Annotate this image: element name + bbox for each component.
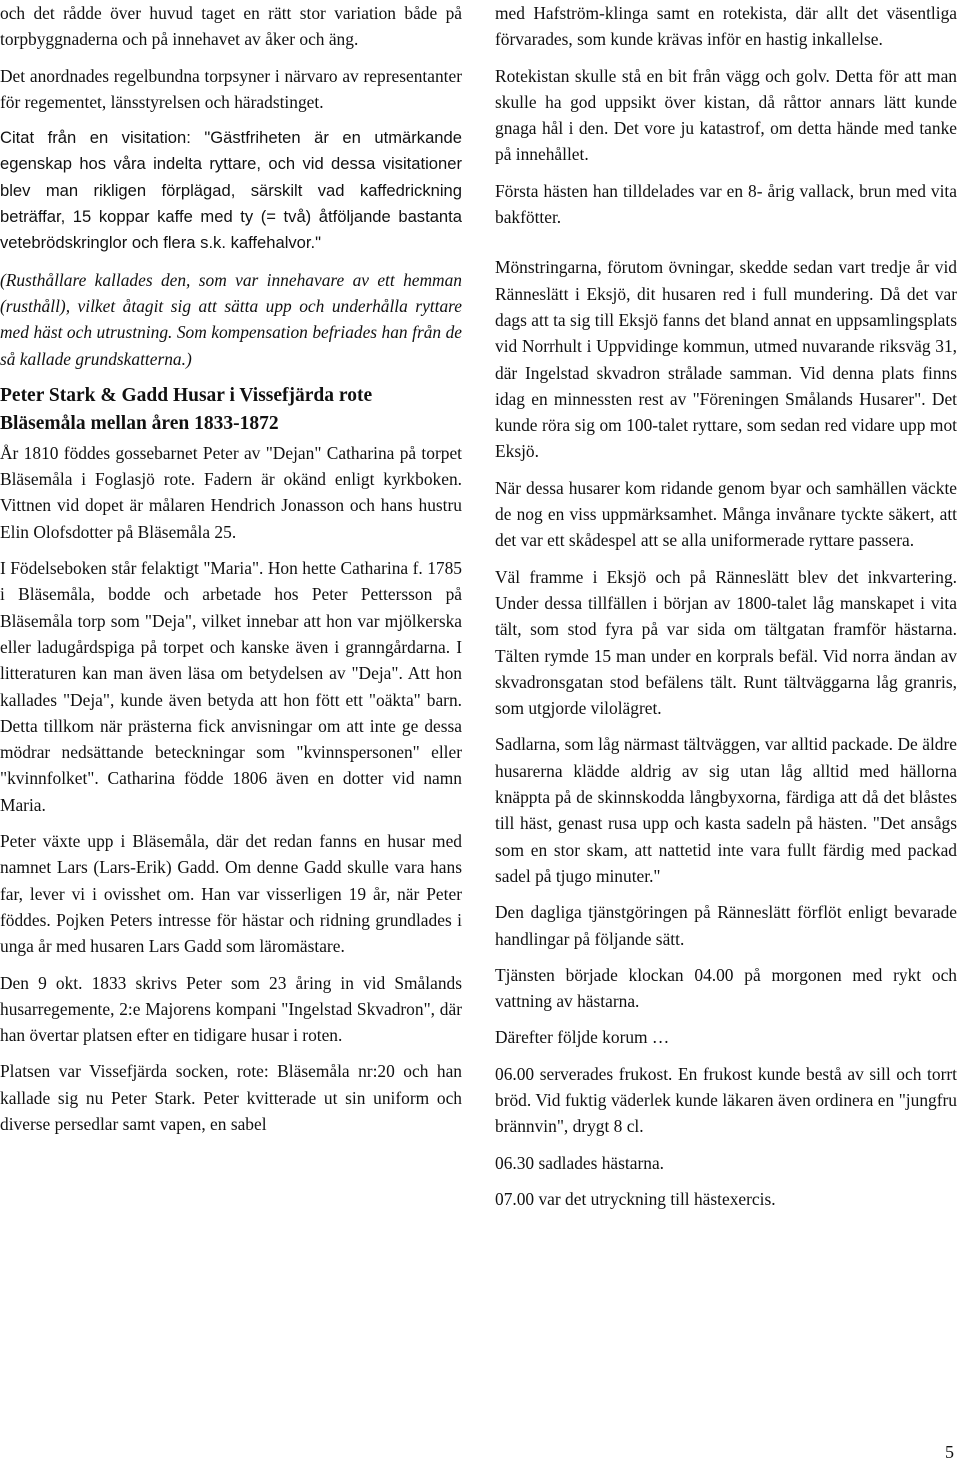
paragraph: 06.30 sadlades hästarna. [495,1152,665,1173]
page-number: 5 [945,1442,954,1462]
paragraph: Sadlarna, som låg närmast tältväggen, var alltid packade. De äldre husarerna klädde aldrig av sig utan låg alltid med hällorna knäppta på de skinnskodda långbyxorna, färdiga att då det blåstes till häst, genast rusa upp och kasta sadeln på hästen. "Det ansågs som en stor skam, att nattetid inte vara fullt färdig med packad sadel på tjugo minuter." [495,734,957,886]
quote-paragraph: Citat från en visitation: "Gästfriheten är en utmärkande egenskap hos våra indelta ryttare, och vid dessa visitationer blev man rikligen förplägad, särskilt vad kaffedrickning beträffar, 15 koppar kaffe med ty (= två) åtföljande bastanta vetebrödskringlor och flera s.k. kaffehalvor." [0,128,462,253]
paragraph: 07.00 var det utryckning till hästexercis. [495,1188,776,1209]
left-column [0,0,462,1147]
paragraph: Därefter följde korum … [495,1027,670,1048]
section-heading: Peter Stark & Gadd Husar i Vissefjärda rote Bläsemåla mellan åren 1833-1872 [0,384,373,434]
paragraph: och det rådde över huvud taget en rätt stor variation både på torpbyggnaderna och på innehavet av åker och äng. [0,3,462,50]
paragraph: Platsen var Vissefjärda socken, rote: Bläsemåla nr:20 och han kallade sig nu Peter Stark. Peter kvitterade ut sin uniform och diverse persedlar samt vapen, en sabel [0,1061,462,1134]
paragraph: Det anordnades regelbundna torpsyner i närvaro av representanter för regementet, länsstyrelsen och häradstinget. [0,65,462,112]
italic-note: (Rusthållare kallades den, som var innehavare av ett hemman (rusthåll), vilket åtagit sig att sätta upp och underhålla ryttare med häst och utrustning. Som kompensation befriades han från de så kallade grundskatterna.) [0,269,462,369]
paragraph: Den dagliga tjänstgöringen på Ränneslätt förflöt enligt bevarade handlingar på följande sätt. [495,902,957,949]
right-column [495,0,957,1222]
paragraph: 06.00 serverades frukost. En frukost kunde bestå av sill och torrt bröd. Vid fuktig väderlek kunde läkaren även ordinera en "jungfru brännvin", drygt 8 cl. [495,1063,957,1137]
paragraph: Peter växte upp i Bläsemåla, där det redan fanns en husar med namnet Lars (Lars-Erik) Gadd. Om denne Gadd skulle vara hans far, lever vi i ovisshet om. Han var visserligen 19 år, när Peter föddes. Pojken Peters intresse för hästar och ridning grundlades i unga år med husaren Lars Gadd som läromästare. [0,831,462,957]
paragraph: När dessa husarer kom ridande genom byar och samhällen väckte de nog en viss uppmärksamhet. Många invånare tyckte säkert, att det var ett skådespel att se alla uniformerade ryttare passera. [495,477,957,551]
paragraph: Första hästen han tilldelades var en 8- årig vallack, brun med vita bakfötter. [495,180,957,228]
paragraph: Mönstringarna, förutom övningar, skedde sedan vart tredje år vid Ränneslätt i Eksjö, dit husaren red i full mundering. Då det var dags att ta sig till Eksjö fanns det bland annat en uppsamlingsplats vid Norrhult i Uppvidinge kommun, utmed nuvarande riksväg 31, där Ingelstad skvadron strålade samman. Vid denna plats finns idag en minnessten rest av "Föreningen Smålands Husarer". Det kunde röra sig om 100-talet ryttare, som sedan red vidare upp mot Eksjö. [495,257,957,462]
paragraph: Väl framme i Eksjö och på Ränneslätt blev det inkvartering. Under dessa tillfällen i början av 1800-talet låg manskapet i vita tält, som stod fyra på var sida om tältgatan framför hästarna. Tälten rymde 15 man under en korprals befäl. Vid norra ändan av skvadronsgatan stod befälens tält. Runt tältväggarna låg granris, som utgjorde vilolägret. [495,566,957,719]
paragraph: Rotekistan skulle stå en bit från vägg och golv. Detta för att man skulle ha god uppsikt över kistan, då råttor annars lätt kunde gnaga hål i den. Det vore ju katastrof, om detta hände med tanke på innehållet. [495,65,957,165]
paragraph: År 1810 föddes gossebarnet Peter av "Dejan" Catharina på torpet Bläsemåla i Foglasjö rote. Fadern är okänd enligt kyrkboken. Vittnen vid dopet är målaren Hendrich Jonasson och hans hustru Elin Olofsdotter på Bläsemåla 25. [0,442,462,542]
paragraph: Den 9 okt. 1833 skrivs Peter som 23 åring in vid Smålands husarregemente, 2:e Majorens kompani "Ingelstad Skvadron", där han övertar platsen efter en tidigare husar i roten. [0,972,462,1046]
paragraph: Tjänsten började klockan 04.00 på morgonen med rykt och vattning av hästarna. [495,964,957,1012]
paragraph: med Hafström-klinga samt en rotekista, där allt det väsentliga förvarades, som kunde krävas inför en hastig inkallelse. [495,3,957,50]
paragraph: I Födelseboken står felaktigt "Maria". Hon hette Catharina f. 1785 i Bläsemåla, bodde och arbetade hos Peter Pettersson på Bläsemåla torp som "Deja", vilket innebar att hon var mjölkerska eller ladugårdspiga på torpet och kanske även i granngårdarna. I litteraturen kan man även läsa om betydelsen av "Deja". Att hon kallades "Deja", kunde även betyda att hon fött ett "oäkta" barn. Detta tillkom när prästerna fick anvisningar om att inte ge dessa mödrar nedsättande beteckningar som "kvinnspersonen" eller "kvinnfolket". Catharina födde 1806 även en dotter vid namn Maria. [0,558,462,815]
